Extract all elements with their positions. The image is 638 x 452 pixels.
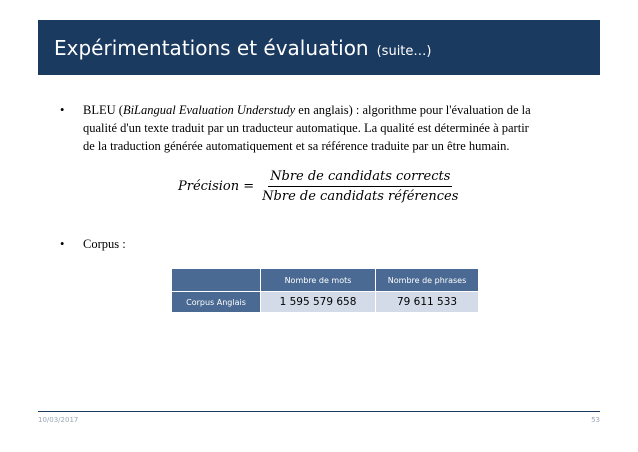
bleu-line-1 xyxy=(83,101,583,119)
table-header-sentences: Nombre de phrases xyxy=(376,269,479,292)
table-header-empty xyxy=(172,269,261,292)
bleu-line-3: de la traduction générée automatiquement et sa référence traduite par un être humain. xyxy=(83,139,510,153)
formula-numerator: Nbre de candidats corrects xyxy=(268,169,452,187)
bleu-line-1-prefix: BLEU ( xyxy=(83,103,123,117)
table-row-label: Corpus Anglais xyxy=(172,292,261,313)
bullet-marker: • xyxy=(60,237,65,251)
formula-fraction xyxy=(260,169,460,204)
table-row xyxy=(172,292,479,313)
bleu-line-1-rest: en anglais) : algorithme pour l'évaluation de la xyxy=(295,103,531,117)
bullet-bleu-text xyxy=(83,101,583,155)
precision-formula xyxy=(178,166,460,206)
bullet-marker: • xyxy=(60,103,65,117)
table-cell-words: 1 595 579 658 xyxy=(261,292,376,313)
title-bar xyxy=(38,20,600,75)
footer-page-number: 53 xyxy=(591,416,600,424)
bleu-line-2: qualité d'un texte traduit par un traducteur automatique. La qualité est déterminée à partir xyxy=(83,121,529,135)
slide-title-suffix: (suite…) xyxy=(376,43,432,59)
footer-divider xyxy=(38,411,600,412)
footer-date: 10/03/2017 xyxy=(38,416,79,424)
formula-denominator: Nbre de candidats références xyxy=(262,188,459,204)
table-header-row xyxy=(172,269,479,292)
corpus-table xyxy=(171,268,479,313)
slide-title-main: Expérimentations et évaluation xyxy=(54,35,369,60)
table-cell-sentences: 79 611 533 xyxy=(376,292,479,313)
bullet-corpus-text: Corpus : xyxy=(83,237,126,251)
table-header-words: Nombre de mots xyxy=(261,269,376,292)
slide-title xyxy=(38,36,431,60)
bleu-acronym-expansion: BiLangual Evaluation Understudy xyxy=(122,103,296,117)
formula-lhs: Précision = xyxy=(178,178,255,194)
